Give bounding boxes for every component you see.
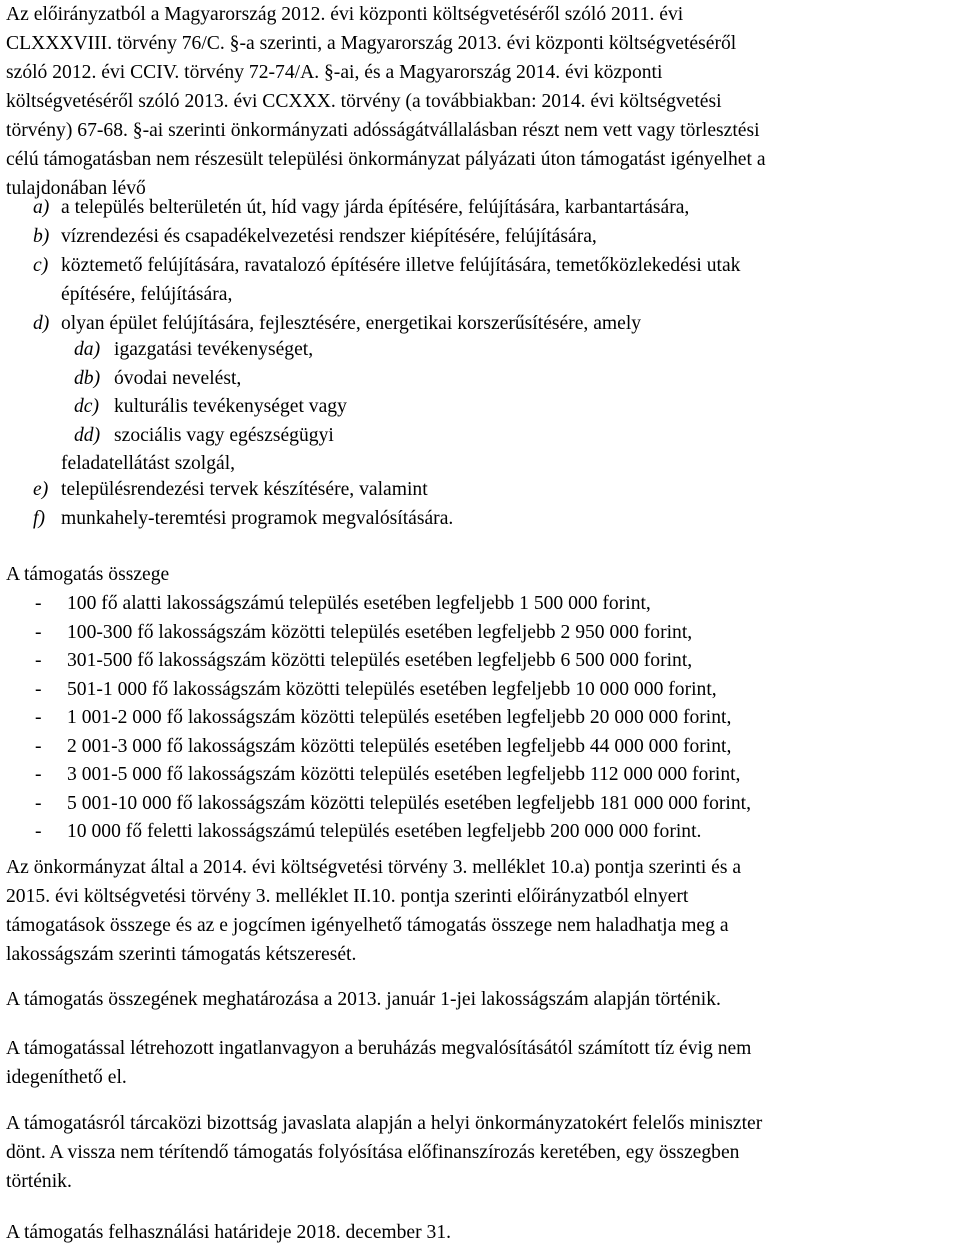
paragraph-line: A támogatásról tárcaközi bizottság javaslata alapján a helyi önkormányzatokért felelős miniszter (6, 1113, 763, 1134)
intro-paragraph (6, 0, 956, 203)
amount-text: 10 000 fő feletti lakosságszámú település esetében legfeljebb 200 000 000 forint. (67, 821, 702, 842)
dash-marker: - (35, 792, 42, 814)
dash-marker: - (35, 593, 42, 614)
amount-text: 1 001-2 000 fő lakosságszám közötti település esetében legfeljebb 20 000 000 forint, (67, 707, 732, 728)
amount-row (6, 789, 956, 818)
dash-marker: - (35, 735, 42, 757)
paragraph-line: támogatások összege és az e jogcímen igényelhető támogatás összege nem haladhatja meg a (6, 915, 729, 936)
amount-list (6, 589, 956, 846)
list-label: d) (33, 313, 50, 334)
paragraph-line: A támogatással létrehozott ingatlanvagyon a beruházás megvalósításától számított tíz évig nem (6, 1038, 752, 1059)
intro-line: célú támogatásban nem részesült települési önkormányzat pályázati úton támogatást igényelhet a (6, 149, 766, 170)
sublist-label: db) (74, 367, 101, 389)
sublist-text: igazgatási tevékenységet, (114, 339, 314, 360)
sublist-label: dc) (74, 396, 100, 417)
paragraph-line: lakosságszám szerinti támogatás kétszeresét. (6, 944, 357, 965)
paragraph-line: idegeníthető el. (6, 1067, 127, 1088)
list-label: e) (33, 479, 49, 500)
deadline-paragraph: A támogatás felhasználási határideje 2018. december 31. (6, 1222, 452, 1243)
paragraph-line: dönt. A vissza nem térítendő támogatás folyósítása előfinanszírozás keretében, egy összegben (6, 1142, 740, 1163)
list-text-continued: építésére, felújítására, (61, 284, 233, 305)
amount-text: 501-1 000 fő lakosságszám közötti település esetében legfeljebb 10 000 000 forint, (67, 678, 717, 700)
list-text: településrendezési tervek készítésére, valamint (61, 479, 428, 500)
amount-text: 2 001-3 000 fő lakosságszám közötti település esetében legfeljebb 44 000 000 forint, (67, 735, 732, 757)
list-label: a) (33, 197, 50, 218)
dash-marker: - (35, 678, 42, 700)
amount-text: 3 001-5 000 fő lakosságszám közötti település esetében legfeljebb 112 000 000 forint, (67, 764, 741, 785)
limit-paragraph (6, 853, 956, 969)
paragraph-line: 2015. évi költségvetési törvény 3. melléklet II.10. pontja szerinti előirányzatból elnyert (6, 886, 689, 907)
amount-row (6, 589, 956, 618)
dash-marker: - (35, 650, 42, 671)
list-text: vízrendezési és csapadékelvezetési rendszer kiépítésére, felújítására, (61, 226, 597, 247)
amount-text: 100 fő alatti lakosságszámú település esetében legfeljebb 1 500 000 forint, (67, 593, 651, 614)
list-item (6, 475, 956, 504)
list-text: a település belterületén út, híd vagy járda építésére, felújítására, karbantartására, (61, 197, 690, 218)
list-item (6, 309, 956, 338)
list-label: f) (33, 507, 45, 529)
intro-line: Az előirányzatból a Magyarország 2012. évi központi költségvetéséről szóló 2011. évi (6, 4, 684, 25)
list-label: c) (33, 255, 49, 276)
amount-row (6, 732, 956, 761)
sublist-tail-text: feladatellátást szolgál, (61, 453, 236, 474)
intro-line: költségvetéséről szóló 2013. évi CCXXX. törvény (a továbbiakban: 2014. évi költségvetési (6, 91, 722, 112)
dash-marker: - (35, 821, 42, 842)
list-text: munkahely-teremtési programok megvalósítására. (61, 507, 454, 529)
sublist-tail (6, 449, 956, 478)
amount-row (6, 675, 956, 704)
decision-paragraph (6, 1109, 956, 1196)
amount-row (6, 646, 956, 675)
paragraph-line: Az önkormányzat által a 2014. évi költségvetési törvény 3. melléklet 10.a) pontja szerinti és a (6, 857, 742, 878)
building-function-sublist (6, 335, 956, 478)
sublist-text: szociális vagy egészségügyi (114, 424, 334, 446)
amount-text: 5 001-10 000 fő lakosságszám közötti település esetében legfeljebb 181 000 000 forint, (67, 792, 751, 814)
intro-line: CLXXXVIII. törvény 76/C. §-a szerinti, a Magyarország 2013. évi központi költségvetéséről (6, 33, 737, 54)
amount-row (6, 618, 956, 647)
amount-text: 100-300 fő lakosságszám közötti település esetében legfeljebb 2 950 000 forint, (67, 621, 693, 643)
amount-heading: A támogatás összege (6, 564, 170, 585)
sublist-text: óvodai nevelést, (114, 367, 242, 389)
paragraph-line: történik. (6, 1171, 72, 1192)
list-item (6, 504, 956, 533)
amount-text: 301-500 fő lakosságszám közötti település esetében legfeljebb 6 500 000 forint, (67, 650, 693, 671)
sublist-item (6, 392, 956, 421)
dash-marker: - (35, 707, 42, 728)
intro-line: törvény) 67-68. §-ai szerinti önkormányzati adósságátvállalásban részt nem vett vagy törlesztési (6, 120, 760, 141)
population-basis-paragraph: A támogatás összegének meghatározása a 2013. január 1-jei lakosságszám alapján történik. (6, 989, 721, 1010)
sublist-item (6, 421, 956, 450)
list-text: olyan épület felújítására, fejlesztésére, energetikai korszerűsítésére, amely (61, 313, 642, 334)
purpose-list-continued (6, 475, 956, 532)
sublist-item (6, 364, 956, 393)
amount-row (6, 817, 956, 846)
intro-line: tulajdonában lévő (6, 178, 146, 199)
sublist-label: dd) (74, 424, 101, 446)
amount-row (6, 703, 956, 732)
amount-row (6, 760, 956, 789)
list-item (6, 222, 956, 251)
list-item (6, 251, 956, 309)
intro-line: szóló 2012. évi CCIV. törvény 72-74/A. §-ai, és a Magyarország 2014. évi központi (6, 62, 663, 83)
dash-marker: - (35, 764, 42, 785)
alienation-paragraph (6, 1034, 956, 1092)
sublist-item (6, 335, 956, 364)
dash-marker: - (35, 621, 42, 643)
list-text: köztemető felújítására, ravatalozó építésére illetve felújítására, temetőközlekedési utak (61, 255, 741, 276)
list-label: b) (33, 226, 50, 247)
sublist-label: da) (74, 339, 101, 360)
purpose-list (6, 193, 956, 338)
sublist-text: kulturális tevékenységet vagy (114, 396, 347, 417)
list-item (6, 193, 956, 222)
